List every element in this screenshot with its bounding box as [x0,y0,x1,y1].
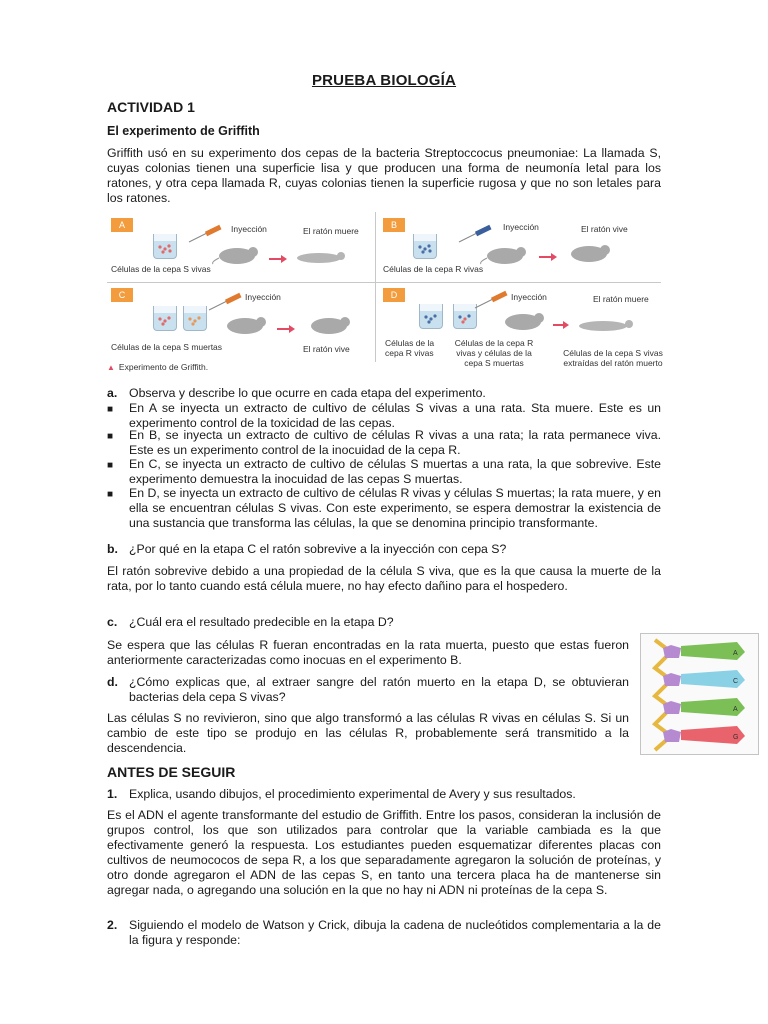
result-label: El ratón vive [581,224,628,234]
bullet-icon: ■ [107,489,114,500]
panel-c [107,284,373,360]
result-label: El ratón vive [303,344,350,354]
beaker-icon [419,304,443,329]
result-label: El ratón muere [593,294,649,304]
bullet-icon: ■ [107,431,114,442]
beaker-icon [183,306,207,331]
figure-caption [107,362,208,372]
question-b [107,542,661,557]
question-a [107,386,661,401]
question-text: ¿Cómo explicas que, al extraer sangre del ratón muerto en la etapa D, se obtuvieran bacterias dela cepa S vivas? [129,675,629,704]
mouse-icon [211,244,263,266]
panel-a [107,212,373,280]
figure-divider-vertical [375,212,376,362]
mouse-icon [479,244,531,266]
bullet-item [107,486,661,531]
base-label: A [733,650,738,657]
arrow-icon [277,328,291,330]
bullet-icon: ■ [107,460,114,471]
question-text: ¿Cuál era el resultado predecible en la etapa D? [129,615,394,629]
question-marker: d. [107,675,118,689]
mouse-icon [563,242,615,264]
cells-label: Células de la cepa S muertas [111,342,223,352]
cells-label: Células de la cepa R vivas [385,338,435,358]
answer-b: El ratón sobrevive debido a una propiedad de la célula S viva, que es la que causa la muerte de la rata, por lo tanto cuando está célula muere, no hay efecto dañino para el hospedero. [107,564,661,593]
question-marker: 2. [107,918,118,932]
arrow-icon [553,324,565,326]
cells-label: Células de la cepa S vivas [111,264,211,274]
nucleotide-chain-illustration [641,634,758,754]
activity-heading: ACTIVIDAD 1 [107,99,195,115]
question-text: Observa y describe lo que ocurre en cada etapa del experimento. [129,386,486,400]
dead-mouse-icon [291,248,347,264]
panel-d [379,284,663,368]
panel-b [379,212,661,280]
mouse-icon [303,314,355,336]
base-label: C [733,678,739,685]
beaker-icon [153,306,177,331]
bullet-item [107,457,661,487]
arrow-icon [539,256,553,258]
base-label: G [733,734,739,741]
panel-tag: A [111,218,133,232]
page-title: PRUEBA BIOLOGÍA [311,72,457,89]
question-d [107,675,629,705]
question-c [107,615,661,630]
dna-strand-figure [640,633,759,755]
bullet-text: En C, se inyecta un extracto de cultivo de células S muertas a una rata, la que sobrevive. Este experimento demuestra la inocuidad de las cepas S muertas. [129,457,661,486]
arrow-icon [269,258,283,260]
triangle-icon: ▲ [107,363,115,372]
question-marker: c. [107,615,118,629]
injection-label: Inyección [511,292,547,302]
cells-label: Células de la cepa R vivas [383,264,484,274]
answer-c: Se espera que las células R fueran encontradas en la rata muerta, puesto que estas fueron anteriormente caracterizadas como inocuas en el experimento B. [107,638,629,667]
bullet-icon: ■ [107,404,114,415]
injection-label: Inyección [231,224,267,234]
panel-tag: C [111,288,133,302]
answer-d: Las células S no revivieron, sino que algo transformó a las células R vivas en células S. Si un cambio de este tipo se produjo en las células R, probablemente será transmitido a la descendencia. [107,711,629,755]
cells-label: Células de la cepa R vivas y células de la cepa S muertas [454,338,534,368]
panel-tag: D [383,288,405,302]
bullet-text: En B, se inyecta un extracto de cultivo de células R vivas a una rata; la rata permanece viva. Este es un experimento control de la inocuidad de la cepa R. [129,428,661,457]
question-text: Siguiendo el modelo de Watson y Crick, dibuja la cadena de nucleótidos complementaria a la de la figura y responde: [129,918,661,947]
question-2 [107,918,661,948]
syringe-icon [207,290,247,312]
question-marker: a. [107,386,118,400]
base-label: A [733,706,738,713]
bullet-item [107,428,661,458]
section-subheading: El experimento de Griffith [107,124,260,138]
mouse-icon [497,310,549,332]
griffith-figure [107,212,661,380]
panel-tag: B [383,218,405,232]
beaker-icon [413,234,437,259]
mouse-icon [219,314,271,336]
beaker-icon [153,234,177,259]
figure-divider-horizontal [107,282,661,283]
result-label: El ratón muere [303,226,359,236]
question-marker: 1. [107,787,118,801]
figure-caption-text: Experimento de Griffith. [118,362,209,372]
bullet-item [107,401,661,431]
syringe-icon [473,288,513,310]
intro-paragraph: Griffith usó en su experimento dos cepas de la bacteria Streptoccocus pneumoniae: La llamada S, cuyas colonias tienen una superficie lisa y que producen una forma de neumonía letal para los ratones, y otra cepa llamada R, cuyas colonias tienen la superficie rugosa y que no son letales para los ratones. [107,146,661,205]
injection-label: Inyección [245,292,281,302]
bullet-text: En A se inyecta un extracto de cultivo de células S vivas a una rata. Sta muere. Este es un experimento control de la toxicidad de las cepas. [129,401,661,430]
question-marker: b. [107,542,118,556]
injection-label: Inyección [503,222,539,232]
syringe-icon [187,222,227,244]
dead-mouse-icon [573,316,635,332]
question-1 [107,787,661,802]
section-heading: ANTES DE SEGUIR [107,764,236,780]
syringe-icon [457,222,497,244]
cells-label: Células de la cepa S vivas extraídas del ratón muerto [563,348,663,368]
question-text: Explica, usando dibujos, el procedimiento experimental de Avery y sus resultados. [129,787,576,801]
question-text: ¿Por qué en la etapa C el ratón sobrevive a la inyección con cepa S? [129,542,507,556]
answer-1: Es el ADN el agente transformante del estudio de Griffith. Entre los pasos, consideran la inclusión de grupos control, los que son utilizados para controlar que la variable cambiada es la que efectivamente generó la respuesta. Los estudiantes pueden esquematizar diferentes placas con cultivos de neumococos de sepa R, a los que separadamente agregaron la solución de proteínas, y otro donde agregaron el ADN de las cepas S, en tanto una tercera placa ha de mantenerse sin agregar nada, o agregando una solución en la que no hay ni ADN ni proteínas de la cepa S. [107,808,661,897]
bullet-text: En D, se inyecta un extracto de cultivo de células R vivas y células S muertas; la rata muere, y en ella se encuentran células S vivas. Con este experimento, se espera demostrar la existencia de una sustancia que transforma las células, la que se denomina principio transformante. [129,486,661,530]
